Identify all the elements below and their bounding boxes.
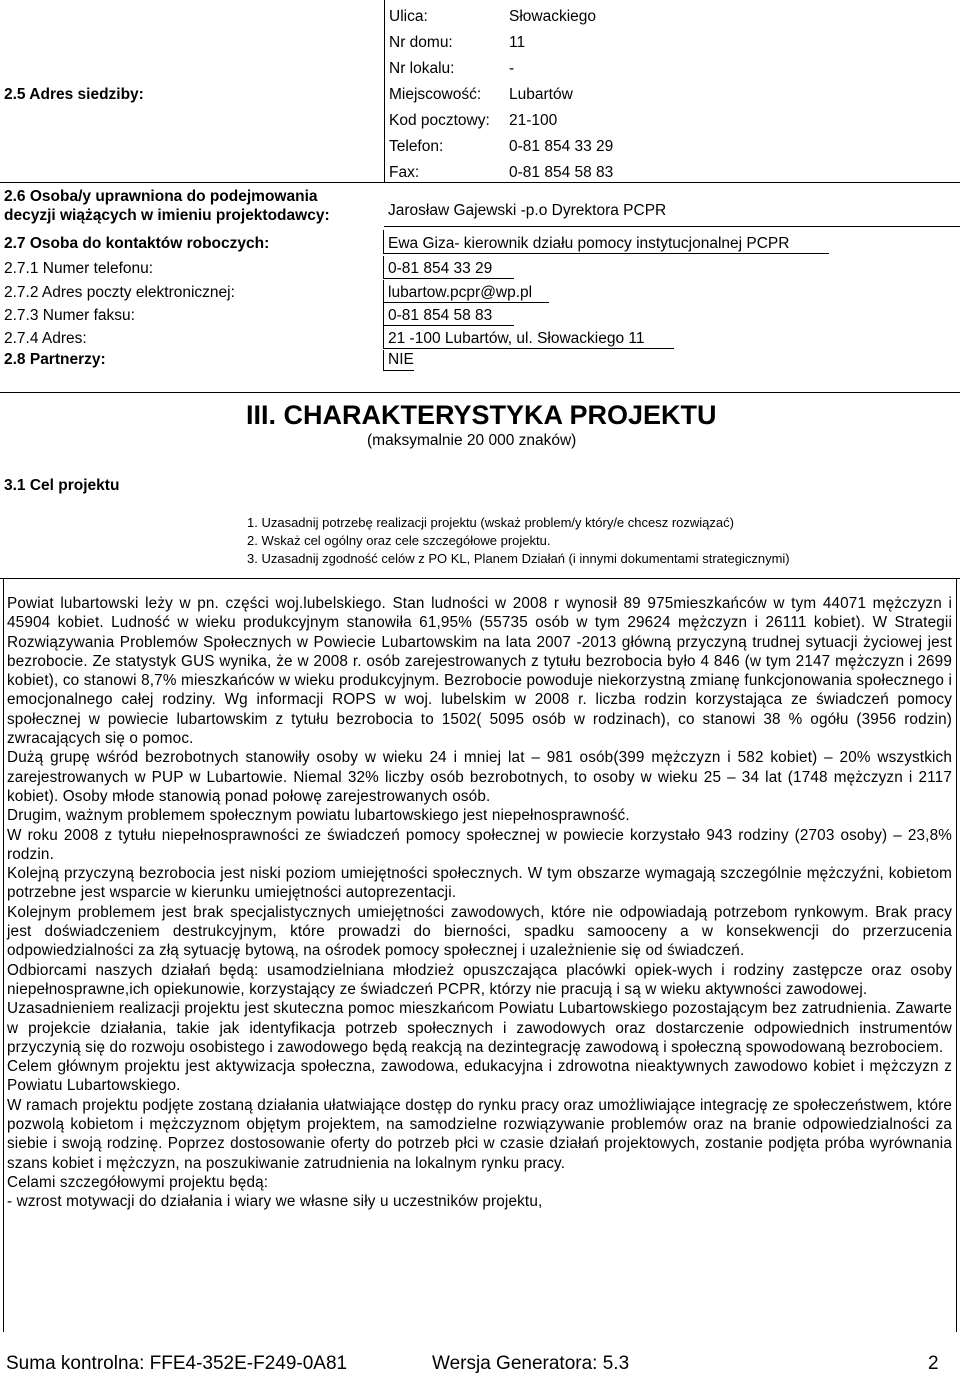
contact-address-value: 21 -100 Lubartów, ul. Słowackiego 11 (388, 330, 645, 347)
paragraph: Uzasadnieniem realizacji projektu jest skuteczna pomoc mieszkańcom Powiatu Lubartowskiego pozostającym bez zatrudnienia. Zawarte w projekcie działania, takie jak identyfikacja potrzeb społecznych i zawodowych oraz dostarczenie odpowiednich instrumentów przyczynią się do rozwoju osobistego i zawodowego będą reakcją na dezintegrację zawodową i społeczną spowodowaną bezrobociem. (7, 1000, 952, 1056)
address-postcode-value: 21-100 (509, 112, 558, 129)
address-house-label: Nr domu: (389, 34, 453, 51)
section3-heading: III. CHARAKTERYSTYKA PROJEKTU (246, 400, 717, 430)
authorized-label-line2: decyzji wiążących w imieniu projektodawcy: (4, 207, 330, 224)
contact-phone-label: 2.7.1 Numer telefonu: (4, 260, 154, 277)
address-phone-value: 0-81 854 33 29 (509, 138, 614, 155)
paragraph: W roku 2008 z tytułu niepełnosprawności ze świadczeń pomocy społecznej w powiecie korzystało 943 rodziny (2703 osoby) – 23,8% rodzin. (7, 826, 952, 863)
footer-checksum: Suma kontrolna: FFE4-352E-F249-0A81 (6, 1353, 348, 1374)
section3-subheading: (maksymalnie 20 000 znaków) (367, 432, 577, 449)
contact-phone-value: 0-81 854 33 29 (388, 260, 493, 277)
body-left-border (3, 578, 4, 1332)
contact-email-label: 2.7.2 Adres poczty elektronicznej: (4, 284, 235, 301)
contact-label: 2.7 Osoba do kontaktów roboczych: (4, 235, 270, 252)
paragraph: Drugim, ważnym problemem społecznym powiatu lubartowskiego jest niepełnosprawność. (7, 807, 630, 825)
address-street-label: Ulica: (389, 8, 428, 25)
goal-label: 3.1 Cel projektu (4, 477, 120, 494)
contact-address-label: 2.7.4 Adres: (4, 330, 87, 347)
paragraph: Kolejną przyczyną bezrobocia jest niski poziom umiejętności społecznych. W tym obszarze wymagają szczególnie mężczyźni, kobietom potrzebne jest wsparcie w kierunku umiejętności autoprezentacji. (7, 865, 952, 902)
contact-fax-value: 0-81 854 58 83 (388, 307, 493, 324)
project-description (7, 594, 952, 1212)
address-section-label: 2.5 Adres siedziby: (4, 86, 144, 103)
partners-label: 2.8 Partnerzy: (4, 351, 106, 368)
address-city-label: Miejscowość: (389, 86, 482, 103)
paragraph: - wzrost motywacji do działania i wiary we własne siły u uczestników projektu, (7, 1193, 543, 1211)
body-right-border (956, 578, 957, 1332)
footer-page-number: 2 (928, 1353, 939, 1374)
authorized-value-border (384, 182, 960, 227)
paragraph: Odbiorcami naszych działań będą: usamodzielniana młodzież opuszczająca placówki opiek-wych i rodziny zastępcze oraz osoby niepełnosprawne,ich opiekunowie, korzystający ze świadczeń PCPR, którzy nie pracują i są w wieku aktywności zawodowej. (7, 961, 952, 998)
instruction-2: 2. Wskaż cel ogólny oraz cele szczegółowe projektu. (247, 533, 551, 548)
paragraph: Celem głównym projektu jest aktywizacja społeczna, zawodowa, edukacyjna i zdrowotna nieaktywnych zawodowo kobiet i mężczyzn z Powiatu Lubartowskiego. (7, 1058, 952, 1095)
paragraph: Powiat lubartowski leży w pn. części woj.lubelskiego. Stan ludności w 2008 r wynosił 89 975mieszkańców w tym 44071 mężczyzn i 45904 kobiet. Ludność w wieku produkcyjnym stanowiła 61,95% (55735 osób w tym 29624 mężczyzn i 26111 kobiet). W Strategii Rozwiązywania Problemów Społecznych w Powiecie Lubartowskim na lata 2007 -2013 główną przyczyną trudnej sytuacji życiowej jest bezrobocie. Ze statystyk GUS wynika, że w 2008 r. osób zarejestrowanych z tytułu bezrobocia było 4 846 (w tym 2147 mężczyzn i 2699 kobiet), co stanowi 8,7% mieszkańców w wieku produkcyjnym. Bezrobocie powoduje niekorzystną zmianę funkcjonowania społecznego i emocjonalnego całej rodziny. Wg informacji ROPS w woj. lubelskim w 2008 r. liczba rodzin korzystająca ze świadczeń pomocy społecznej w powiecie lubartowskim z tytułu bezrobocia to 1502( 5095 osób w rodzinach), co stanowi 38 % ogółu (3956 rodzin) zwracających się o pomoc. (7, 595, 952, 748)
contact-email-value: lubartow.pcpr@wp.pl (388, 284, 533, 301)
address-flat-label: Nr lokalu: (389, 60, 455, 77)
address-phone-label: Telefon: (389, 138, 444, 155)
body-top-border (0, 578, 960, 579)
paragraph: Celami szczegółowymi projektu będą: (7, 1173, 269, 1191)
authorized-value: Jarosław Gajewski -p.o Dyrektora PCPR (388, 202, 667, 219)
address-fax-label: Fax: (389, 164, 420, 181)
partners-value: NIE (388, 351, 414, 368)
address-city-value: Lubartów (509, 86, 573, 103)
address-divider (384, 0, 385, 182)
address-house-value: 11 (509, 34, 526, 51)
contact-value: Ewa Giza- kierownik działu pomocy instytucjonalnej PCPR (388, 235, 790, 252)
address-flat-value: - (509, 60, 515, 77)
authorized-label-line1: 2.6 Osoba/y uprawniona do podejmowania (4, 188, 318, 205)
address-postcode-label: Kod pocztowy: (389, 112, 490, 129)
address-street-value: Słowackiego (509, 8, 597, 25)
address-fax-value: 0-81 854 58 83 (509, 164, 614, 181)
instruction-1: 1. Uzasadnij potrzebę realizacji projektu (wskaż problem/y który/e chcesz rozwiązać) (247, 515, 734, 530)
contact-fax-label: 2.7.3 Numer faksu: (4, 307, 135, 324)
paragraph: Dużą grupę wśród bezrobotnych stanowiły osoby w wieku 24 i mniej lat – 981 osób(399 mężczyzn i 582 kobiet) – 20% wszystkich zarejestrowanych w PUP w Lubartowie. Niemal 32% liczby osób bezrobotnych, to osoby w wieku 25 – 34 lat (1748 mężczyzn i 2117 kobiet). Osoby młode stanowią ponad połowę zarejestrowanych osób. (7, 749, 952, 805)
footer-generator-version: Wersja Generatora: 5.3 (432, 1353, 630, 1374)
paragraph: W ramach projektu podjęte zostaną działania ułatwiające dostęp do rynku pracy oraz umożliwiające integrację ze społeczeństwem, które pozwolą kobietom i mężczyznom objętym projektem, na samodzielne rozwiązywanie problemów oraz na branie odpowiedzialności za siebie i swoją rodzinę. Poprzez dostosowanie oferty do potrzeb płci w czasie działań projektowych, zostanie podjęta próba wyrównania szans kobiet i mężczyzn, na poszukiwanie zatrudnienia na lokalnym rynku pracy. (7, 1096, 952, 1172)
section3-top-border (0, 392, 960, 393)
paragraph: Kolejnym problemem jest brak specjalistycznych umiejętności zawodowych, które nie odpowiadają potrzebom rynkowym. Brak pracy jest doświadczeniem destrukcyjnym, które prowadzi do bierności, spadku samooceny a w konsekwencji do przerzucenia odpowiedzialności za złą sytuację bytową, na ośrodek pomocy społecznej i uzależnienie się od świadczeń. (7, 903, 952, 960)
instruction-3: 3. Uzasadnij zgodność celów z PO KL, Planem Działań (i innymi dokumentami strategicznymi) (247, 551, 790, 566)
